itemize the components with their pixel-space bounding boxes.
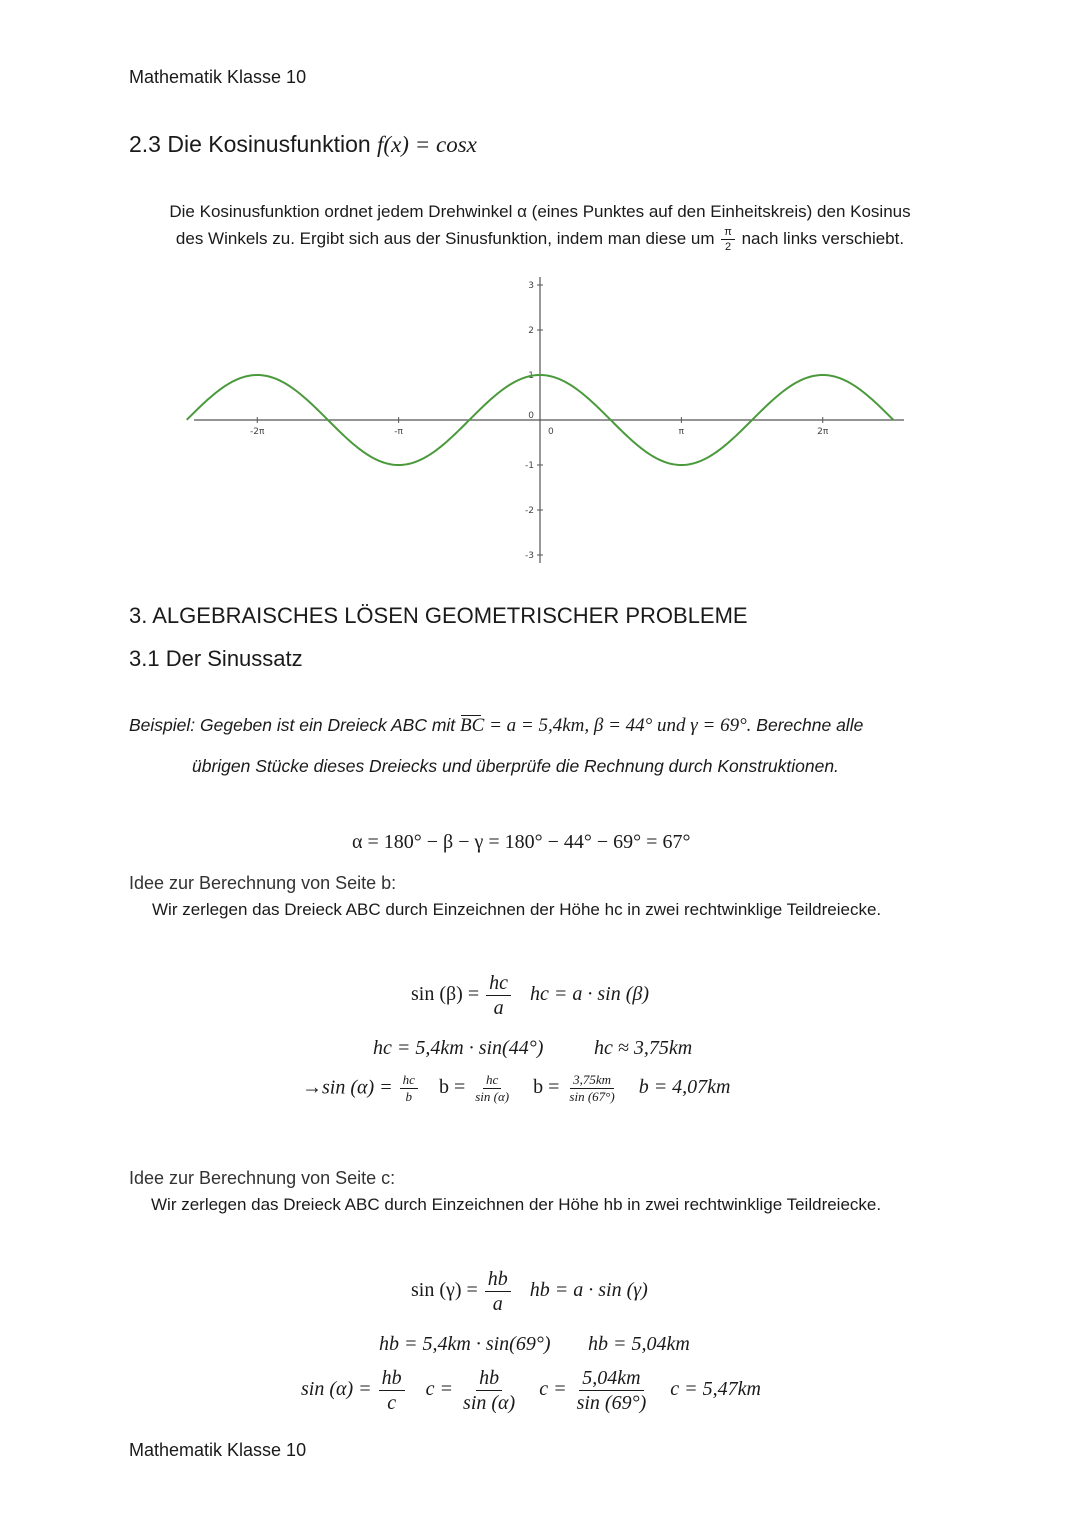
eq1-rhs: hc = a · sin (β) — [530, 983, 650, 1006]
example-line-2: übrigen Stücke dieses Dreiecks und überprüfe die Rechnung durch Konstruktionen. — [192, 756, 839, 776]
intro-line-1: Die Kosinusfunktion ordnet jedem Drehwinkel α (eines Punktes auf den Einheitskreis) den Kosinus — [169, 202, 911, 221]
y-tick-label: -2 — [525, 506, 534, 516]
intro-line-2-text-a: des Winkels zu. Ergibt sich aus der Sinusfunktion, indem man diese um — [175, 229, 715, 249]
example-line-1 — [129, 715, 863, 737]
c-eq3-lhs: sin (α) = — [301, 1378, 372, 1401]
idea-b-text: Wir zerlegen das Dreieck ABC durch Einzeichnen der Höhe hc in zwei rechtwinklige Teildreiecke. — [152, 900, 882, 919]
c-eq1-rhs: hb = a · sin (γ) — [529, 1279, 648, 1302]
eq3-result: b = 4,07km — [638, 1076, 731, 1099]
eq3-f2-num: hc — [483, 1073, 501, 1089]
eq3-f2-den: sin (α) — [475, 1089, 510, 1105]
pi-half-den: 2 — [724, 241, 732, 254]
eq1-den: a — [493, 997, 504, 1019]
y-tick-label: 1 — [528, 371, 534, 381]
c-eq3-f3-den: sin (69°) — [576, 1392, 647, 1414]
example-formula: BC = a = 5,4km, β = 44° und γ = 69°. — [460, 715, 752, 736]
example-text-a: Beispiel: Gegeben ist ein Dreieck ABC mit — [129, 715, 456, 735]
x-tick-label: 0 — [548, 427, 554, 437]
eq3-f1-den: b — [405, 1089, 413, 1105]
c-eq3-f2-den: sin (α) — [463, 1392, 516, 1414]
idea-b-eq3 — [302, 1073, 731, 1105]
c-eq1-fraction — [485, 1268, 511, 1315]
c-eq1-num: hb — [485, 1268, 511, 1292]
idea-c-eq1 — [411, 1268, 648, 1315]
c-eq1-lhs: sin (γ) = — [411, 1279, 478, 1302]
eq3-fraction-3 — [566, 1073, 617, 1105]
idea-c-text: Wir zerlegen das Dreieck ABC durch Einzeichnen der Höhe hb in zwei rechtwinklige Teildreiecke. — [151, 1195, 882, 1214]
idea-b-eq2: hc = 5,4km · sin(44°) — [373, 1037, 544, 1059]
idea-c-eq2-result: hb = 5,04km — [588, 1333, 690, 1355]
c-eq3-f1-num: hb — [379, 1367, 405, 1391]
eq3-lhs: →sin (α) = — [302, 1076, 393, 1099]
chart-axes — [194, 277, 904, 563]
cosine-chart — [180, 270, 920, 570]
section-3-title: 3. ALGEBRAISCHES LÖSEN GEOMETRISCHER PROBLEME — [129, 603, 748, 628]
c-eq3-f1-den: c — [387, 1392, 397, 1414]
y-tick-label: 0 — [528, 411, 534, 421]
example-text-b: Berechne alle — [756, 715, 864, 735]
idea-c-title: Idee zur Berechnung von Seite c: — [129, 1168, 396, 1188]
y-tick-label: 3 — [528, 281, 534, 291]
eq3-fraction-2 — [472, 1073, 512, 1105]
intro-line-2-text-b: nach links verschiebt. — [741, 229, 905, 249]
c-eq3-f3-num: 5,04km — [579, 1367, 643, 1391]
c-eq3-c1: c = — [425, 1378, 454, 1401]
eq1-num: hc — [486, 972, 511, 996]
idea-b-eq1 — [411, 972, 649, 1019]
idea-b-title: Idee zur Berechnung von Seite b: — [129, 873, 397, 893]
pi-half-num: π — [721, 226, 735, 240]
idea-c-eq3 — [301, 1367, 761, 1414]
idea-c-eq2: hb = 5,4km · sin(69°) — [379, 1333, 551, 1355]
eq1-lhs: sin (β) = — [411, 983, 480, 1006]
c-eq3-fraction-2 — [460, 1367, 518, 1414]
eq1-fraction — [486, 972, 511, 1019]
alpha-calculation: α = 180° − β − γ = 180° − 44° − 69° = 67° — [352, 831, 691, 853]
eq3-b1: b = — [438, 1076, 466, 1099]
c-eq3-fraction-3 — [574, 1367, 650, 1414]
section-title-cos — [129, 131, 477, 158]
c-eq3-fraction-1 — [379, 1367, 405, 1414]
eq3-b2: b = — [533, 1076, 560, 1099]
y-tick-label: 2 — [528, 326, 534, 336]
bc-overline — [461, 715, 481, 716]
y-tick-label: -1 — [525, 461, 534, 471]
y-tick-label: -3 — [525, 551, 534, 561]
page-footer: Mathematik Klasse 10 — [129, 1440, 307, 1460]
c-eq3-f2-num: hb — [476, 1367, 502, 1391]
c-eq3-c2: c = — [539, 1378, 567, 1401]
section-title-text: 2.3 Die Kosinusfunktion — [129, 131, 371, 157]
eq3-f1-num: hc — [400, 1073, 418, 1089]
eq3-f3-num: 3,75km — [570, 1073, 614, 1089]
c-eq1-den: a — [492, 1293, 503, 1315]
pi-half-fraction — [721, 226, 735, 253]
eq3-f3-den: sin (67°) — [569, 1089, 615, 1105]
intro-line-2 — [129, 226, 951, 253]
x-tick-label: -π — [394, 427, 403, 437]
c-eq3-result: c = 5,47km — [670, 1378, 761, 1401]
page-header: Mathematik Klasse 10 — [129, 67, 307, 87]
eq3-fraction-1 — [400, 1073, 418, 1105]
section-3-1-title: 3.1 Der Sinussatz — [129, 646, 303, 671]
x-tick-label: -2π — [250, 427, 265, 437]
idea-b-eq2-result: hc ≈ 3,75km — [594, 1037, 693, 1059]
section-title-formula: f(x) = cosx — [377, 132, 477, 157]
x-tick-label: π — [678, 427, 685, 437]
x-tick-label: 2π — [817, 427, 829, 437]
